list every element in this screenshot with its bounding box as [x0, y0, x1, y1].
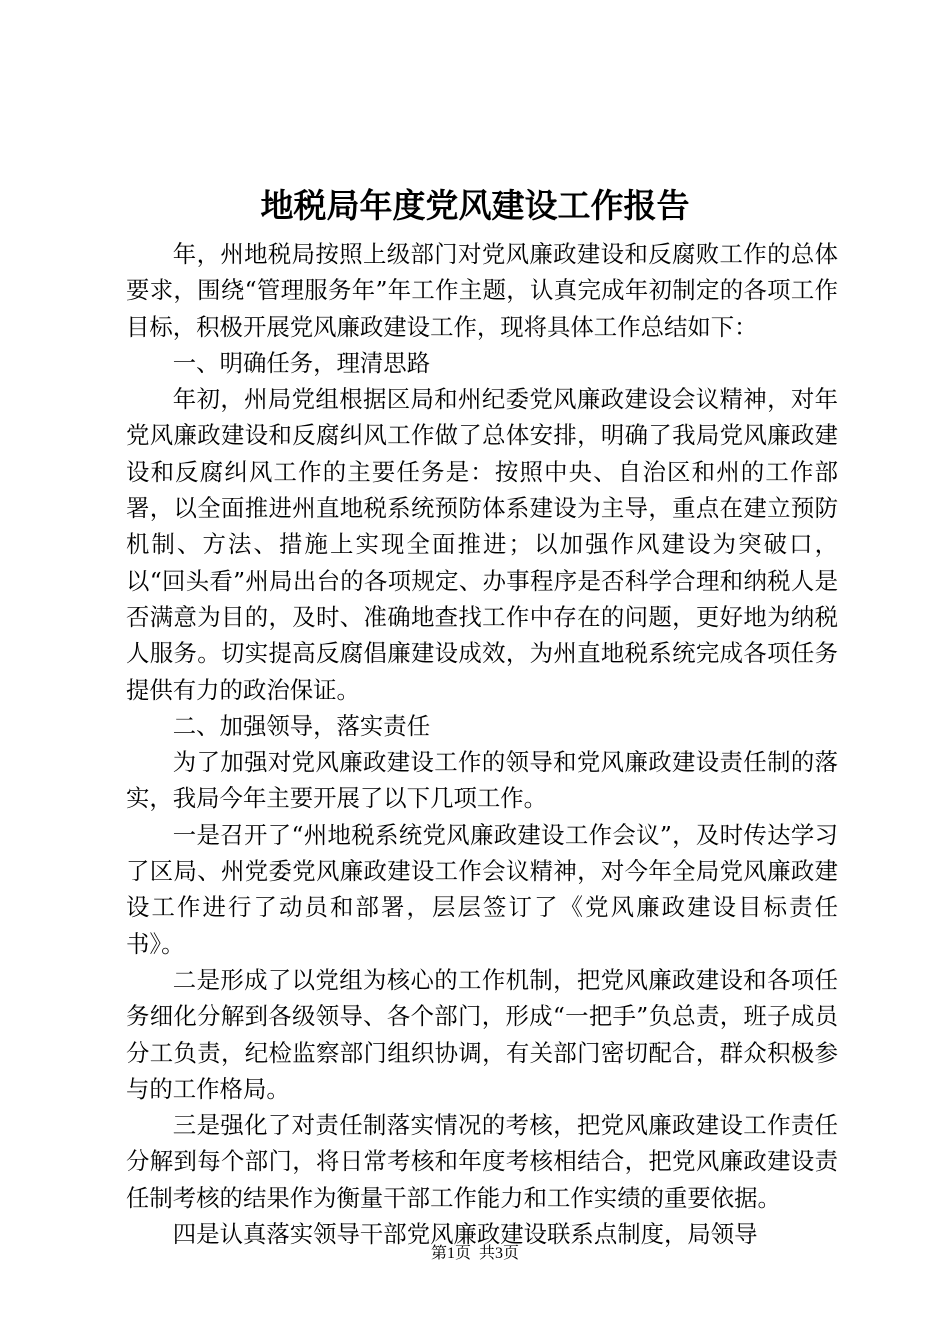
section-heading-1: 一、明确任务，理清思路: [172, 348, 431, 377]
page-footer: [0, 1243, 950, 1265]
body-paragraph: 为了加强对党风廉政建设工作的领导和党风廉政建设责任制的落实，我局今年主要开展了以下几项工作。: [126, 748, 838, 813]
body-paragraph: 年初，州局党组根据区局和州纪委党风廉政建设会议精神，对年党风廉政建设和反腐纠风工作做了总体安排，明确了我局党风廉政建设和反腐纠风工作的主要任务是：按照中央、自治区和州的工作部署，以全面推进州直地税系统预防体系建设为主导，重点在建立预防机制、方法、措施上实现全面推进；以加强作风建设为突破口，以“回头看”州局出台的各项规定、办事程序是否科学合理和纳税人是否满意为目的，及时、准确地查找工作中存在的问题，更好地为纳税人服务。切实提高反腐倡廉建设成效，为州直地税系统完成各项任务提供有力的政治保证。: [126, 385, 838, 704]
body-paragraph: 二是形成了以党组为核心的工作机制，把党风廉政建设和各项任务细化分解到各级领导、各个部门，形成“一把手”负总责，班子成员分工负责，纪检监察部门组织协调，有关部门密切配合，群众积极参与的工作格局。: [126, 965, 838, 1103]
document-title: 地税局年度党风建设工作报告: [260, 186, 690, 225]
page-number: 第1页 共3页: [430, 1245, 519, 1262]
body-paragraph: 四是认真落实领导干部党风廉政建设联系点制度，局领导: [172, 1220, 758, 1249]
document-body: [126, 236, 838, 1252]
section-heading-2: 二、加强领导，落实责任: [172, 711, 431, 740]
body-paragraph: 一是召开了“州地税系统党风廉政建设工作会议”，及时传达学习了区局、州党委党风廉政建设工作会议精神，对今年全局党风廉政建设工作进行了动员和部署，层层签订了《党风廉政建设目标责任书》。: [126, 820, 838, 958]
body-paragraph: 三是强化了对责任制落实情况的考核，把党风廉政建设工作责任分解到每个部门，将日常考核和年度考核相结合，把党风廉政建设责任制考核的结果作为衡量干部工作能力和工作实绩的重要依据。: [126, 1111, 838, 1212]
intro-paragraph: 年，州地税局按照上级部门对党风廉政建设和反腐败工作的总体要求，围绕“管理服务年”年工作主题，认真完成年初制定的各项工作目标，积极开展党风廉政建设工作，现将具体工作总结如下：: [126, 240, 838, 341]
